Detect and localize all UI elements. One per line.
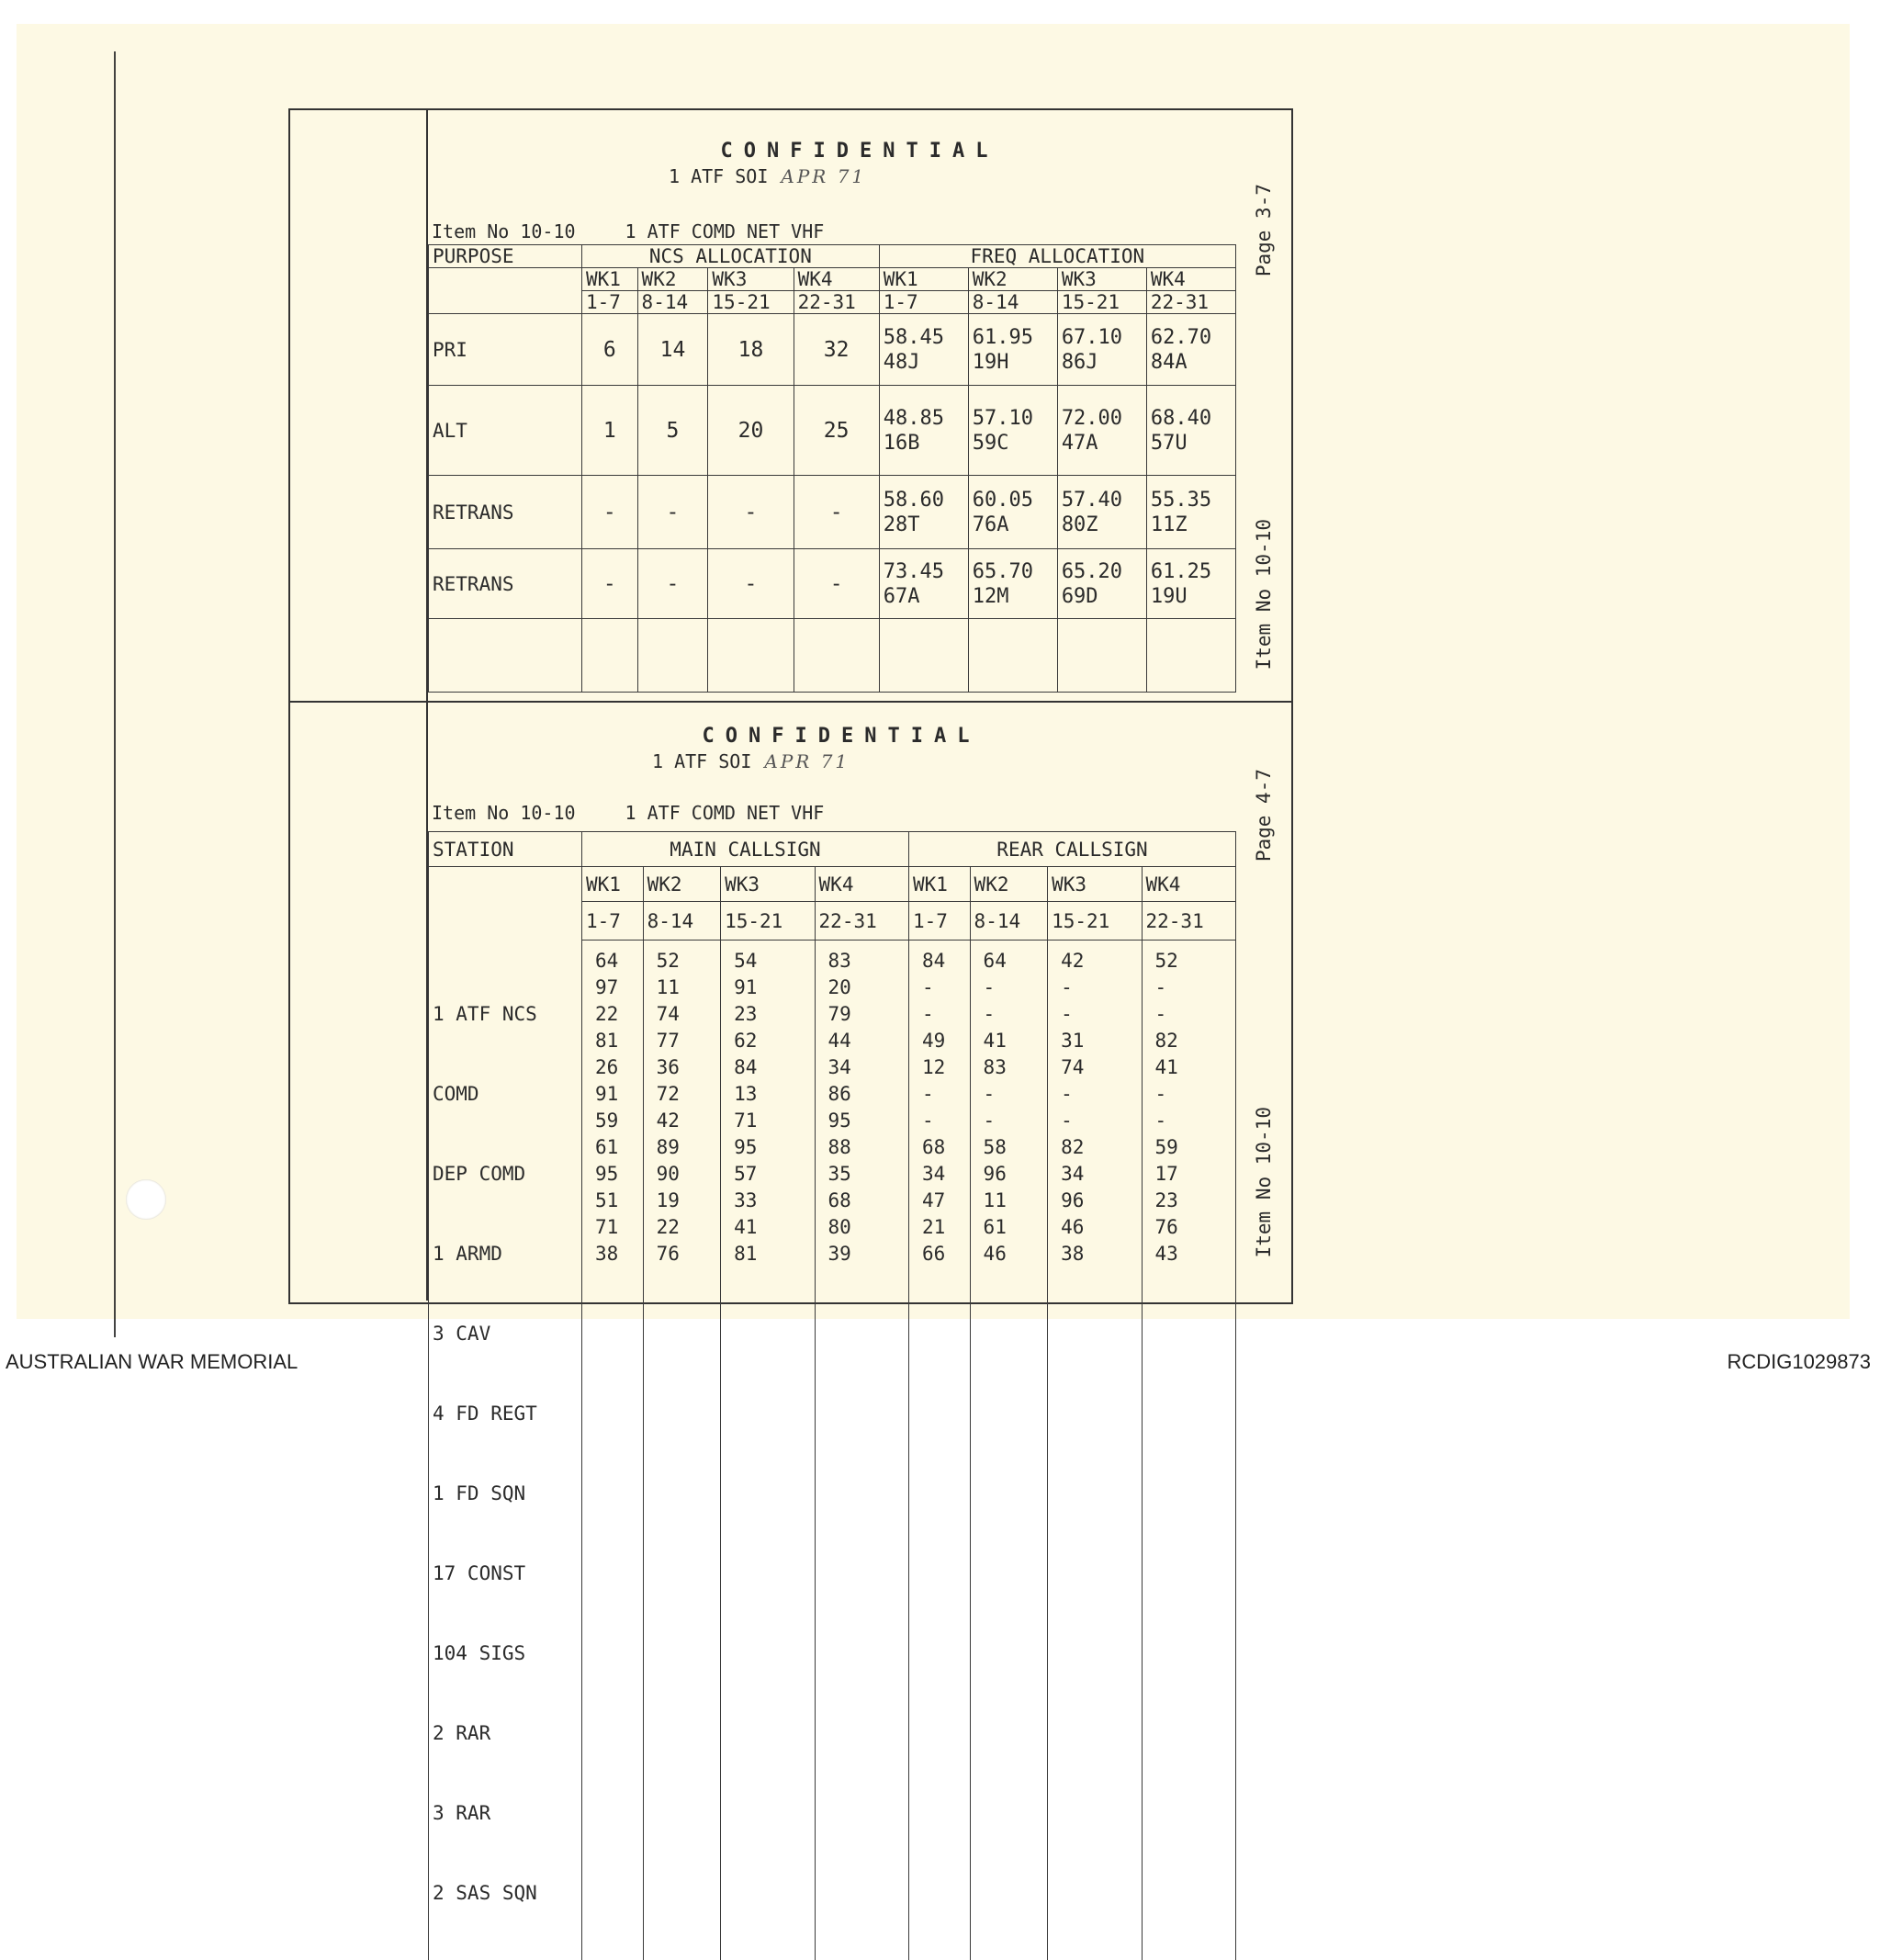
station-header: STATION [429, 832, 582, 867]
callsign-cell: 41 [1154, 1056, 1178, 1078]
callsign-cell: - [1154, 1083, 1167, 1105]
week-range: 1-7 [908, 902, 970, 941]
station-name: 2 SAS SQN [433, 1881, 537, 1904]
week-range: 8-14 [968, 291, 1057, 314]
week-header: WK1 [582, 268, 638, 291]
station-name: 2 RAR [433, 1721, 491, 1744]
ncs-cell: 6 [582, 314, 638, 386]
callsign-cell: 79 [827, 1003, 851, 1025]
callsign-cell: 91 [595, 1083, 619, 1105]
callsign-cell: 35 [827, 1163, 851, 1185]
ncs-cell: 18 [708, 314, 794, 386]
callsign-cell: 22 [595, 1003, 619, 1025]
callsign-cell: 39 [827, 1243, 851, 1265]
empty-cell [708, 619, 794, 693]
item-line [432, 220, 873, 242]
callsign-cell: 33 [734, 1189, 758, 1211]
empty-cell [794, 619, 879, 693]
callsign-cell: 76 [656, 1243, 680, 1265]
callsign-cell: 54 [734, 950, 758, 972]
station-name: 3 CAV [433, 1322, 491, 1345]
item-line [432, 802, 873, 824]
week-range: 15-21 [721, 902, 815, 941]
freq-allocation-header: FREQ ALLOCATION [879, 245, 1235, 268]
freq-cell: 61.25 19U [1146, 549, 1235, 619]
callsign-cell: - [921, 1110, 934, 1132]
ncs-cell: - [637, 476, 708, 549]
callsign-cell: 86 [827, 1083, 851, 1105]
freq-cell: 58.45 48J [879, 314, 968, 386]
callsign-cell: 13 [734, 1083, 758, 1105]
confidential-heading: CONFIDENTIAL [720, 140, 999, 163]
callsign-cell: 68 [921, 1136, 946, 1158]
callsign-cell: 96 [1061, 1189, 1085, 1211]
callsign-cell: - [1061, 1003, 1073, 1025]
week-header: WK2 [643, 867, 721, 902]
item-number: Item No 10-10 [432, 802, 576, 824]
week-header: WK3 [1057, 268, 1146, 291]
week-range: 1-7 [879, 291, 968, 314]
ncs-cell: - [794, 549, 879, 619]
torn-page-edge [114, 51, 119, 1337]
week-range: 22-31 [1146, 291, 1235, 314]
callsign-cell: 81 [595, 1030, 619, 1052]
callsign-cell: 34 [827, 1056, 851, 1078]
callsign-cell: 42 [1061, 950, 1085, 972]
freq-cell: 57.10 59C [968, 386, 1057, 476]
callsign-cell: - [983, 1003, 996, 1025]
callsign-cell: 77 [656, 1030, 680, 1052]
callsign-cell: 89 [656, 1136, 680, 1158]
purpose-header: PURPOSE [429, 245, 582, 268]
freq-cell: 62.70 84A [1146, 314, 1235, 386]
callsign-cell: - [983, 1110, 996, 1132]
callsign-cell: 90 [656, 1163, 680, 1185]
callsign-cell: 26 [595, 1056, 619, 1078]
confidential-heading: CONFIDENTIAL [702, 725, 981, 748]
callsign-cell: 97 [595, 976, 619, 998]
soi-label: 1 ATF SOI [669, 165, 769, 187]
week-header: WK4 [1146, 268, 1235, 291]
callsign-cell: 58 [983, 1136, 1007, 1158]
week-range: 1-7 [582, 291, 638, 314]
callsign-cell: 74 [1061, 1056, 1085, 1078]
callsign-cell: - [921, 1083, 934, 1105]
callsign-cell: 62 [734, 1030, 758, 1052]
empty-cell [429, 619, 582, 693]
callsign-cell: 95 [827, 1110, 851, 1132]
callsign-cell: 43 [1154, 1243, 1178, 1265]
freq-cell: 73.45 67A [879, 549, 968, 619]
callsign-cell: 91 [734, 976, 758, 998]
callsign-cell: 82 [1061, 1136, 1085, 1158]
callsign-cell: 31 [1061, 1030, 1085, 1052]
empty-cell [582, 619, 638, 693]
main-callsign-wk1 [582, 941, 644, 1960]
callsign-cell: 66 [921, 1243, 946, 1265]
empty-cell [879, 619, 968, 693]
bottom-section [428, 703, 1291, 1904]
week-header: WK3 [721, 867, 815, 902]
week-header: WK2 [970, 867, 1048, 902]
frequency-allocation-table [428, 244, 1236, 693]
rear-callsign-wk1 [908, 941, 970, 1960]
callsign-cell: 51 [595, 1189, 619, 1211]
ncs-cell: - [708, 549, 794, 619]
week-range: 15-21 [1048, 902, 1142, 941]
station-name: 104 SIGS [433, 1641, 526, 1664]
week-header: WK4 [794, 268, 879, 291]
week-range: 8-14 [637, 291, 708, 314]
week-range: 22-31 [794, 291, 879, 314]
callsign-cell: 84 [734, 1056, 758, 1078]
side-item-label: Item No 10-10 [1253, 519, 1275, 670]
freq-cell: 58.60 28T [879, 476, 968, 549]
callsign-cell: 41 [983, 1030, 1007, 1052]
ncs-cell: 32 [794, 314, 879, 386]
callsign-cell: 68 [827, 1189, 851, 1211]
callsign-cell: 74 [656, 1003, 680, 1025]
purpose-spacer [429, 268, 582, 314]
station-name: 1 ATF NCS [433, 1002, 537, 1025]
rear-callsign-header: REAR CALLSIGN [908, 832, 1235, 867]
empty-cell [637, 619, 708, 693]
callsign-cell: 59 [595, 1110, 619, 1132]
freq-cell: 65.20 69D [1057, 549, 1146, 619]
week-header: WK3 [1048, 867, 1142, 902]
punch-hole [126, 1179, 166, 1220]
station-name: COMD [433, 1082, 479, 1105]
week-range: 15-21 [1057, 291, 1146, 314]
empty-cell [1057, 619, 1146, 693]
freq-cell: 67.10 86J [1057, 314, 1146, 386]
callsign-cell: - [983, 976, 996, 998]
soi-frame [288, 108, 1293, 1904]
freq-cell: 65.70 12M [968, 549, 1057, 619]
item-number: Item No 10-10 [432, 220, 576, 242]
ncs-cell: - [708, 476, 794, 549]
callsign-cell: - [1154, 1110, 1167, 1132]
callsign-cell: 71 [734, 1110, 758, 1132]
callsign-cell: 34 [921, 1163, 946, 1185]
week-range: 1-7 [582, 902, 644, 941]
ncs-cell: 1 [582, 386, 638, 476]
week-header: WK1 [908, 867, 970, 902]
week-header: WK1 [879, 268, 968, 291]
callsign-cell: 42 [656, 1110, 680, 1132]
ncs-cell: - [794, 476, 879, 549]
callsign-cell: 36 [656, 1056, 680, 1078]
net-title: 1 ATF COMD NET VHF [625, 802, 825, 824]
main-callsign-wk2 [643, 941, 721, 1960]
station-name: 4 FD REGT [433, 1402, 537, 1425]
callsign-cell: 80 [827, 1216, 851, 1238]
ncs-allocation-header: NCS ALLOCATION [582, 245, 880, 268]
rear-callsign-wk3 [1048, 941, 1142, 1960]
soi-label: 1 ATF SOI [652, 750, 752, 772]
callsign-cell: 76 [1154, 1216, 1178, 1238]
purpose-cell: RETRANS [429, 549, 582, 619]
callsign-cell: 22 [656, 1216, 680, 1238]
callsign-cell: - [1061, 1083, 1073, 1105]
callsign-cell: 96 [983, 1163, 1007, 1185]
callsign-cell: 71 [595, 1216, 619, 1238]
callsign-cell: 57 [734, 1163, 758, 1185]
callsign-cell: 38 [1061, 1243, 1085, 1265]
ncs-cell: 5 [637, 386, 708, 476]
callsign-cell: 11 [656, 976, 680, 998]
ncs-cell: 14 [637, 314, 708, 386]
callsign-cell: 19 [656, 1189, 680, 1211]
callsign-cell: 23 [734, 1003, 758, 1025]
callsign-cell: 81 [734, 1243, 758, 1265]
station-spacer [429, 867, 582, 941]
empty-cell [1146, 619, 1235, 693]
footer-archive-name: AUSTRALIAN WAR MEMORIAL [6, 1350, 298, 1373]
callsign-cell: 61 [983, 1216, 1007, 1238]
callsign-cell: 72 [656, 1083, 680, 1105]
ncs-cell: - [637, 549, 708, 619]
station-name: DEP COMD [433, 1162, 526, 1185]
station-name: 17 CONST [433, 1561, 526, 1584]
station-name: 1 FD SQN [433, 1481, 526, 1504]
net-title: 1 ATF COMD NET VHF [625, 220, 825, 242]
soi-handwritten-date: APR 71 [764, 750, 850, 772]
page-label: Page 4-7 [1253, 769, 1275, 862]
main-callsign-wk3 [721, 941, 815, 1960]
callsign-cell: - [1154, 976, 1167, 998]
callsign-cell: 52 [1154, 950, 1178, 972]
callsign-cell: 23 [1154, 1189, 1178, 1211]
callsign-cell: 17 [1154, 1163, 1178, 1185]
callsign-cell: - [1061, 976, 1073, 998]
freq-cell: 61.95 19H [968, 314, 1057, 386]
callsign-cell: - [921, 976, 934, 998]
ncs-cell: - [582, 476, 638, 549]
callsign-cell: 61 [595, 1136, 619, 1158]
callsign-cell: 82 [1154, 1030, 1178, 1052]
page-label: Page 3-7 [1253, 184, 1275, 277]
week-range: 8-14 [970, 902, 1048, 941]
callsign-cell: 52 [656, 950, 680, 972]
empty-cell [968, 619, 1057, 693]
callsign-cell: 44 [827, 1030, 851, 1052]
callsign-cell: 34 [1061, 1163, 1085, 1185]
callsign-cell: 59 [1154, 1136, 1178, 1158]
week-header: WK2 [968, 268, 1057, 291]
callsign-cell: 95 [734, 1136, 758, 1158]
callsign-table [428, 831, 1236, 1960]
callsign-cell: 47 [921, 1189, 946, 1211]
rear-callsign-wk4 [1142, 941, 1236, 1960]
top-section [428, 110, 1291, 703]
callsign-cell: - [1061, 1110, 1073, 1132]
freq-cell: 55.35 11Z [1146, 476, 1235, 549]
callsign-cell: - [1154, 1003, 1167, 1025]
week-header: WK4 [815, 867, 908, 902]
purpose-cell: ALT [429, 386, 582, 476]
callsign-cell: 83 [983, 1056, 1007, 1078]
footer-record-id: RCDIG1029873 [1727, 1350, 1871, 1373]
callsign-cell: 12 [921, 1056, 946, 1078]
callsign-cell: 46 [983, 1243, 1007, 1265]
freq-cell: 48.85 16B [879, 386, 968, 476]
ncs-cell: 25 [794, 386, 879, 476]
main-callsign-wk4 [815, 941, 908, 1960]
freq-cell: 60.05 76A [968, 476, 1057, 549]
week-header: WK3 [708, 268, 794, 291]
week-range: 8-14 [643, 902, 721, 941]
callsign-cell: 46 [1061, 1216, 1085, 1238]
freq-cell: 68.40 57U [1146, 386, 1235, 476]
callsign-cell: 38 [595, 1243, 619, 1265]
week-header: WK4 [1142, 867, 1236, 902]
callsign-cell: - [983, 1083, 996, 1105]
callsign-cell: 83 [827, 950, 851, 972]
side-item-label: Item No 10-10 [1253, 1107, 1275, 1258]
callsign-cell: 95 [595, 1163, 619, 1185]
main-callsign-header: MAIN CALLSIGN [582, 832, 909, 867]
callsign-cell: 41 [734, 1216, 758, 1238]
rear-callsign-wk2 [970, 941, 1048, 1960]
callsign-cell: 49 [921, 1030, 946, 1052]
freq-cell: 57.40 80Z [1057, 476, 1146, 549]
week-range: 22-31 [1142, 902, 1236, 941]
callsign-cell: 20 [827, 976, 851, 998]
purpose-cell: PRI [429, 314, 582, 386]
freq-cell: 72.00 47A [1057, 386, 1146, 476]
ncs-cell: 20 [708, 386, 794, 476]
week-header: WK2 [637, 268, 708, 291]
soi-line [669, 165, 866, 187]
week-range: 22-31 [815, 902, 908, 941]
callsign-cell: - [921, 1003, 934, 1025]
purpose-cell: RETRANS [429, 476, 582, 549]
allocation-rows [429, 314, 1236, 693]
week-header: WK1 [582, 867, 644, 902]
callsign-cell: 64 [983, 950, 1007, 972]
callsign-cell: 84 [921, 950, 946, 972]
soi-line [652, 750, 850, 772]
callsign-cell: 88 [827, 1136, 851, 1158]
station-name: 1 ARMD [433, 1242, 502, 1265]
ncs-cell: - [582, 549, 638, 619]
station-list [429, 941, 582, 1960]
station-name: 3 RAR [433, 1801, 491, 1824]
soi-handwritten-date: APR 71 [781, 165, 867, 187]
callsign-cell: 11 [983, 1189, 1007, 1211]
callsign-cell: 64 [595, 950, 619, 972]
callsign-cell: 21 [921, 1216, 946, 1238]
week-range: 15-21 [708, 291, 794, 314]
